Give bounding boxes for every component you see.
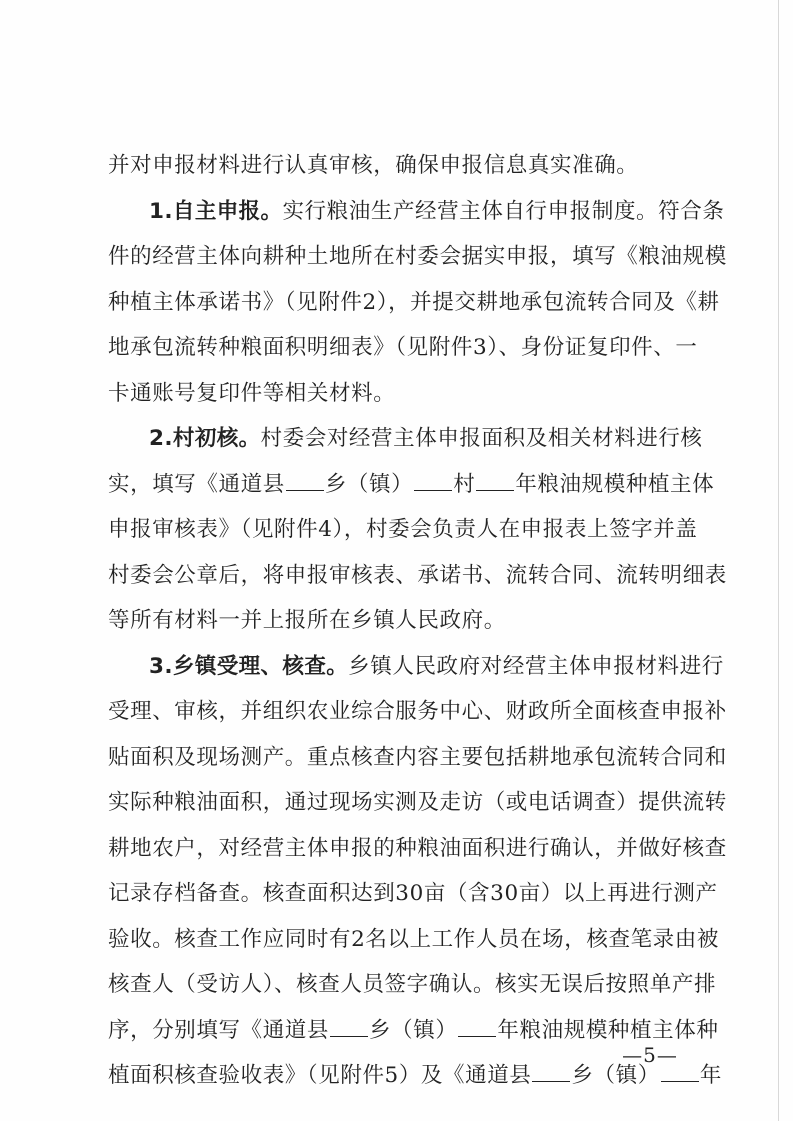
- body-text: 实，填写《通道县: [108, 471, 285, 497]
- body-text: 年粮油规模种植主体: [515, 471, 715, 497]
- text-line: [108, 644, 724, 690]
- page-number: —5—: [622, 1043, 678, 1067]
- body-text: 实行粮油生产经营主体自行申报制度。符合条: [282, 198, 725, 224]
- body-text: 种植主体承诺书》（见附件2），并提交耕地承包流转合同及《耕: [108, 289, 720, 315]
- text-line: [108, 371, 694, 417]
- text-line: [108, 871, 718, 917]
- text-line: [108, 280, 720, 326]
- body-text: 等所有材料一并上报所在乡镇人民政府。: [108, 608, 506, 633]
- body-text: 年粮油规模种植主体种: [497, 1017, 719, 1043]
- fill-in-blank: [476, 489, 514, 491]
- body-text: 申报审核表》（见附件4），村委会负责人在申报表上签字并盖: [108, 517, 698, 542]
- body-text: 村委会对经营主体申报面积及相关材料进行核: [260, 426, 703, 451]
- text-line: [108, 1008, 719, 1054]
- section-heading: 2.村初核。: [149, 426, 261, 451]
- body-text: 实际种粮油面积，通过现场实测及走访（或电话调查）提供流转: [108, 790, 727, 815]
- body-text: 受理、审核，并组织农业综合服务中心、财政所全面核查申报补: [108, 699, 727, 724]
- body-text: 卡通账号复印件等相关材料。: [108, 380, 396, 406]
- text-line: [108, 507, 698, 553]
- body-text: 村: [453, 471, 476, 497]
- body-text: 乡（镇）: [324, 471, 414, 497]
- fill-in-blank: [532, 1080, 570, 1082]
- body-text: 地承包流转种粮面积明细表》（见附件3）、身份证复印件、一: [108, 335, 698, 360]
- body-text: 乡镇人民政府对经营主体申报材料进行: [348, 653, 724, 679]
- text-line: [108, 826, 727, 872]
- body-text: 并对申报材料进行认真审核，确保申报信息真实准确。: [108, 153, 639, 178]
- text-line: [108, 462, 715, 508]
- body-text: 记录存档备查。核查面积达到30亩（含30亩）以上再进行测产: [108, 881, 718, 906]
- section-heading: 1.自主申报。: [149, 198, 283, 224]
- text-line: [108, 735, 727, 781]
- body-text: 验收。核查工作应同时有2名以上工作人员在场，核查笔录由被: [108, 926, 719, 952]
- fill-in-blank: [414, 489, 452, 491]
- body-text: 核查人（受访人）、核查人员签字确认。核实无误后按照单产排: [108, 972, 717, 997]
- fill-in-blank: [330, 1035, 368, 1037]
- body-text: 耕地农户，对经营主体申报的种粮油面积进行确认，并做好核查: [108, 835, 727, 861]
- text-line: [108, 917, 719, 963]
- fill-in-blank: [458, 1035, 496, 1037]
- document-body: [108, 143, 727, 1099]
- section-heading: 3.乡镇受理、核查。: [149, 653, 349, 679]
- text-line: [108, 189, 725, 235]
- body-text: 件的经营主体向耕种土地所在村委会据实申报，填写《粮油规模: [108, 244, 727, 269]
- text-line: [108, 689, 727, 735]
- body-text: 乡（镇）: [369, 1017, 458, 1043]
- text-line: [108, 416, 703, 462]
- body-text: 村委会公章后，将申报审核表、承诺书、流转合同、流转明细表: [108, 562, 727, 588]
- body-text: 年: [699, 1063, 722, 1088]
- body-text: 序，分别填写《通道县: [108, 1017, 330, 1043]
- text-line: [108, 553, 727, 599]
- text-line: [108, 325, 698, 371]
- body-text: 植面积核查验收表》（见附件5）及《通道县: [108, 1063, 532, 1088]
- fill-in-blank: [661, 1080, 699, 1082]
- page-edge-line: [778, 0, 779, 1121]
- text-line: [108, 780, 727, 826]
- text-line: [108, 598, 694, 644]
- text-line: [108, 143, 694, 189]
- text-line: [108, 962, 717, 1008]
- body-text: 乡（镇）: [571, 1063, 660, 1088]
- text-line: [108, 1053, 722, 1099]
- text-line: [108, 234, 727, 280]
- body-text: 贴面积及现场测产。重点核查内容主要包括耕地承包流转合同和: [108, 744, 727, 770]
- fill-in-blank: [286, 489, 324, 491]
